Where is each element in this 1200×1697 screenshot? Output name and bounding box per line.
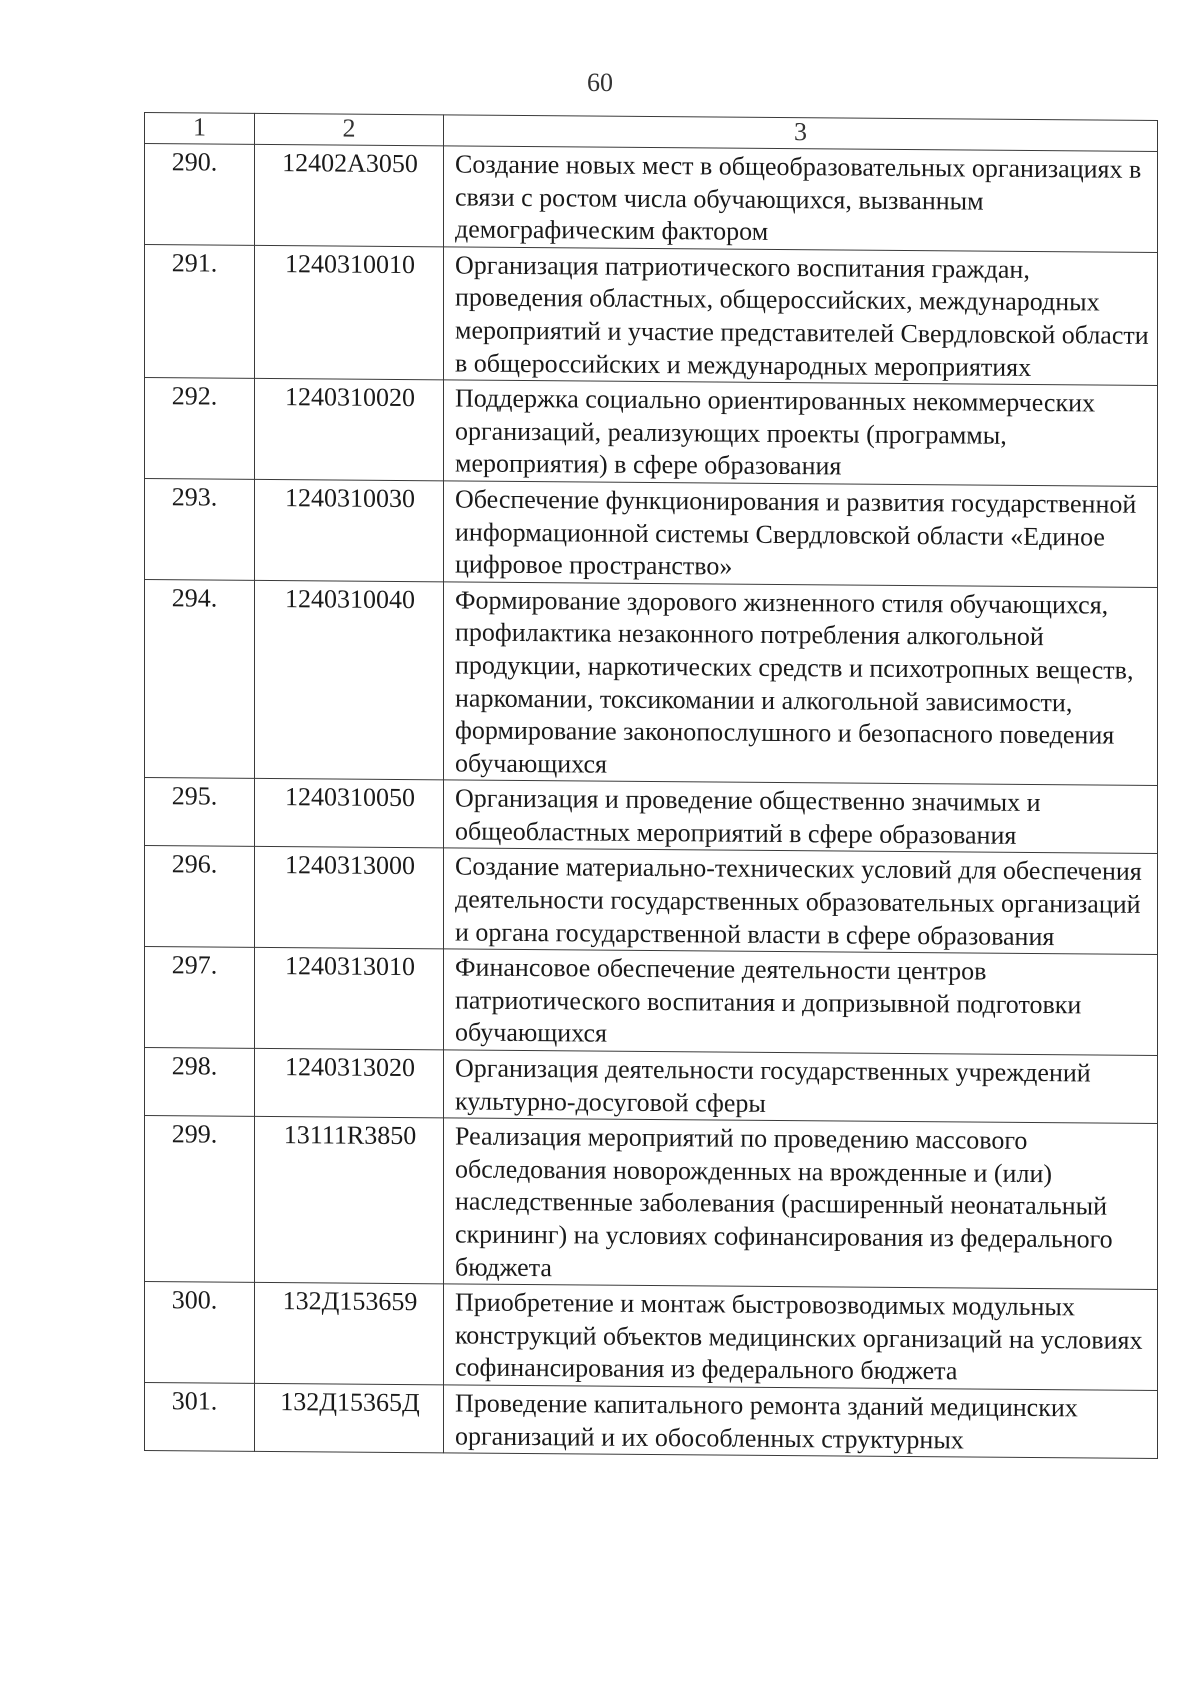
table-row [145, 947, 1158, 1056]
row-number: 294. [145, 579, 255, 778]
row-code: 1240313020 [255, 1048, 444, 1118]
row-code: 13111R3850 [255, 1117, 444, 1284]
row-code: 1240310020 [255, 379, 444, 481]
page-number: 60 [587, 68, 613, 97]
row-code: 132Д15365Д [255, 1383, 444, 1453]
row-number: 295. [145, 778, 255, 847]
row-description: Реализация мероприятий по проведению массового обследования новорожденных на врожденные и (или) наследственные заболевания (расширенный неонатальный скрининг) на условиях софинансирования из федерального бюджета [444, 1118, 1158, 1290]
row-number: 297. [145, 947, 255, 1049]
row-description: Приобретение и монтаж быстровозводимых модульных конструкций объектов медицинских организаций на условиях софинансирования из федерального бюджета [444, 1284, 1158, 1390]
table-row [145, 1382, 1158, 1458]
table-row [145, 1116, 1158, 1290]
column-header-3: 3 [444, 115, 1158, 152]
table-row [145, 478, 1158, 587]
table-row [145, 778, 1158, 854]
row-description: Поддержка социально ориентированных некоммерческих организаций, реализующих проекты (программы, мероприятия) в сфере образования [444, 380, 1158, 486]
row-number: 290. [145, 144, 255, 246]
row-code: 132Д153659 [255, 1283, 444, 1385]
row-number: 291. [145, 244, 255, 378]
row-number: 299. [145, 1116, 255, 1283]
table-row [145, 579, 1158, 786]
row-description: Организация патриотического воспитания граждан, проведения областных, общероссийских, международных мероприятий и участие представителей Свердловской области в общероссийских и международных мероприятиях [444, 247, 1158, 386]
table-row [145, 846, 1158, 955]
row-code: 1240310030 [255, 479, 444, 581]
row-description: Проведение капитального ремонта зданий медицинских организаций и их обособленных структурных [444, 1385, 1158, 1459]
row-description: Создание новых мест в общеобразовательных организациях в связи с ростом числа обучающихся, вызванным демографическим фактором [444, 146, 1158, 252]
row-code: 1240313000 [255, 847, 444, 949]
row-number: 293. [145, 478, 255, 580]
row-number: 300. [145, 1282, 255, 1384]
budget-classification-table [144, 112, 1158, 1459]
row-description: Организация и проведение общественно значимых и общеобластных мероприятий в сфере образования [444, 780, 1158, 854]
table-row [145, 1282, 1158, 1391]
row-number: 298. [145, 1048, 255, 1117]
row-description: Финансовое обеспечение деятельности центров патриотического воспитания и допризывной подготовки обучающихся [444, 949, 1158, 1055]
table-row [145, 244, 1158, 385]
row-code: 1240313010 [255, 948, 444, 1050]
row-description: Организация деятельности государственных учреждений культурно-досуговой сферы [444, 1050, 1158, 1124]
column-header-2: 2 [255, 113, 444, 145]
table-row [145, 1048, 1158, 1124]
row-code: 1240310050 [255, 779, 444, 849]
row-code: 1240310010 [255, 245, 444, 380]
row-description: Обеспечение функционирования и развития государственной информационной системы Свердловской области «Единое цифровое пространство» [444, 481, 1158, 587]
row-number: 296. [145, 846, 255, 948]
row-code: 12402А3050 [255, 144, 444, 246]
column-header-1: 1 [145, 113, 255, 145]
table-row [145, 144, 1158, 253]
row-number: 292. [145, 378, 255, 480]
row-description: Создание материально-технических условий для обеспечения деятельности государственных образовательных организаций и органа государственной власти в сфере образования [444, 848, 1158, 954]
row-number: 301. [145, 1382, 255, 1451]
table-row [145, 378, 1158, 487]
row-code: 1240310040 [255, 580, 444, 780]
row-description: Формирование здорового жизненного стиля обучающихся, профилактика незаконного потребления алкогольной продукции, наркотических средств и психотропных веществ, наркомании, токсикомании и алкогольной зависимости, формирование законопослушного и безопасного поведения обучающихся [444, 582, 1158, 786]
